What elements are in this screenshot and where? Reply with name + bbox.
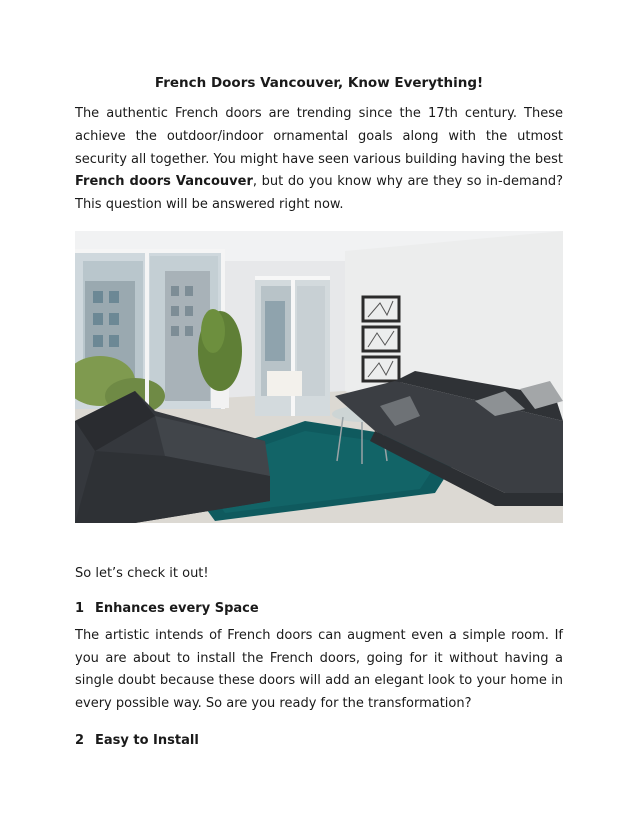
section-heading-text: Enhances every Space — [95, 601, 259, 616]
intro-text-end: , but do you know why are they so in-demand? This question will be answered right now. — [75, 174, 563, 213]
check-out-line: So let’s check it out! — [75, 566, 209, 581]
section-heading-text: Easy to Install — [95, 733, 199, 748]
living-room-photo — [75, 231, 563, 523]
intro-keyword-link: French doors Vancouver — [75, 174, 253, 190]
intro-paragraph — [75, 103, 563, 217]
section-number: 2 — [75, 733, 85, 748]
section-heading-2 — [75, 733, 199, 748]
section-number: 1 — [75, 601, 85, 616]
section-heading-1 — [75, 601, 259, 616]
section-body-1: The artistic intends of French doors can augment even a simple room. If you are about to install the French doors, going for it without having a single doubt because these doors will add an elegant look to your home in every possible way. So are you ready for the transformation? — [75, 628, 563, 711]
page-title: French Doors Vancouver, Know Everything! — [154, 75, 484, 91]
intro-text-start: The authentic French doors are trending since the 17th century. These achieve the outdoor/indoor ornamental goals along with the utmost security all together. You might have seen various building having the best — [75, 106, 563, 167]
